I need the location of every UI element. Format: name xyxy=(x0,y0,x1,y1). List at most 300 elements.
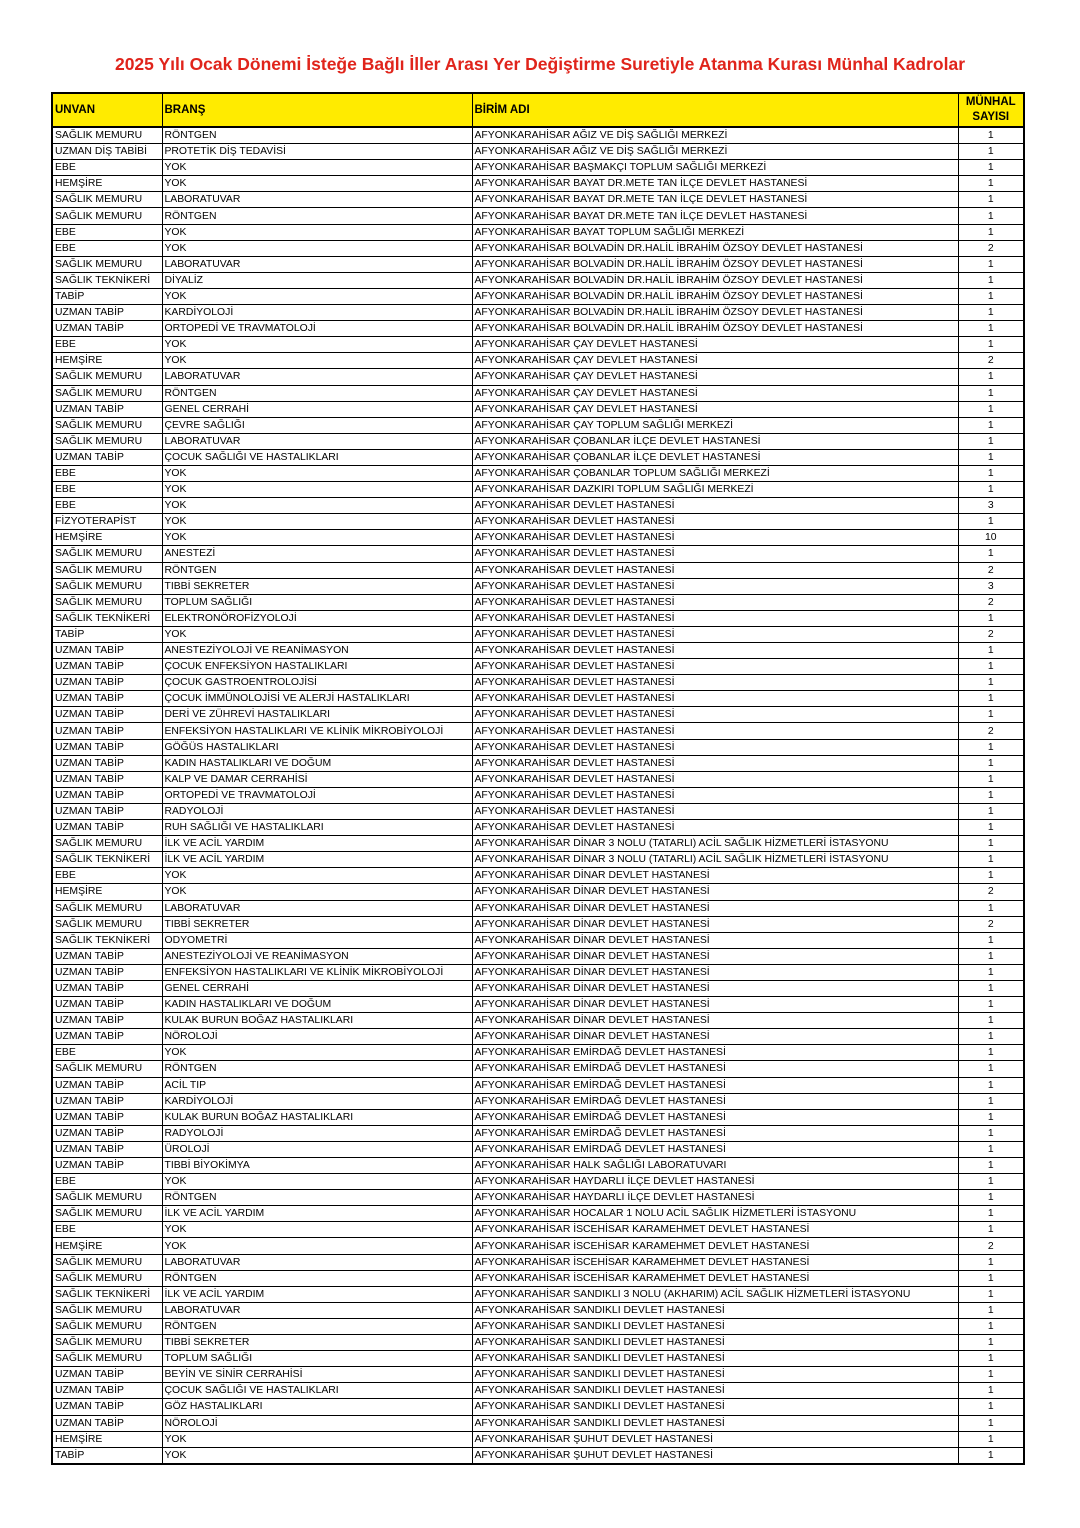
table-row xyxy=(52,1125,1024,1141)
cell-munhal: 1 xyxy=(958,1158,1024,1174)
table-row xyxy=(52,176,1024,192)
cell-brans: YOK xyxy=(162,1447,472,1464)
cell-brans: GÖĞÜS HASTALIKLARI xyxy=(162,739,472,755)
cell-birim: AFYONKARAHİSAR DEVLET HASTANESİ xyxy=(472,643,958,659)
cell-brans: İLK VE ACİL YARDIM xyxy=(162,1286,472,1302)
cell-brans: ORTOPEDİ VE TRAVMATOLOJİ xyxy=(162,787,472,803)
cell-brans: YOK xyxy=(162,482,472,498)
cell-munhal: 2 xyxy=(958,723,1024,739)
cell-brans: ODYOMETRİ xyxy=(162,932,472,948)
cell-birim: AFYONKARAHİSAR SANDIKLI DEVLET HASTANESİ xyxy=(472,1367,958,1383)
table-row xyxy=(52,884,1024,900)
cell-brans: KULAK BURUN BOĞAZ HASTALIKLARI xyxy=(162,1109,472,1125)
cell-brans: RÖNTGEN xyxy=(162,1270,472,1286)
cell-birim: AFYONKARAHİSAR BAYAT DR.METE TAN İLÇE DEVLET HASTANESİ xyxy=(472,208,958,224)
cell-birim: AFYONKARAHİSAR DİNAR DEVLET HASTANESİ xyxy=(472,900,958,916)
table-row xyxy=(52,1093,1024,1109)
cell-birim: AFYONKARAHİSAR ŞUHUT DEVLET HASTANESİ xyxy=(472,1447,958,1464)
cell-munhal: 1 xyxy=(958,1206,1024,1222)
cell-brans: KARDİYOLOJİ xyxy=(162,305,472,321)
cell-birim: AFYONKARAHİSAR BOLVADİN DR.HALİL İBRAHİM ÖZSOY DEVLET HASTANESİ xyxy=(472,321,958,337)
cell-unvan: UZMAN DİŞ TABİBİ xyxy=(52,144,162,160)
cell-unvan: SAĞLIK MEMURU xyxy=(52,433,162,449)
table-row xyxy=(52,997,1024,1013)
cell-unvan: UZMAN TABİP xyxy=(52,1013,162,1029)
cell-unvan: TABİP xyxy=(52,288,162,304)
cell-munhal: 1 xyxy=(958,643,1024,659)
cell-brans: YOK xyxy=(162,353,472,369)
cell-birim: AFYONKARAHİSAR DİNAR DEVLET HASTANESİ xyxy=(472,932,958,948)
cell-munhal: 1 xyxy=(958,337,1024,353)
table-row xyxy=(52,964,1024,980)
header-birim: BİRİM ADI xyxy=(472,93,958,127)
table-row xyxy=(52,1045,1024,1061)
cell-munhal: 1 xyxy=(958,610,1024,626)
cell-brans: TIBBİ SEKRETER xyxy=(162,578,472,594)
cell-birim: AFYONKARAHİSAR AĞIZ VE DİŞ SAĞLIĞI MERKEZİ xyxy=(472,127,958,144)
cell-birim: AFYONKARAHİSAR DİNAR DEVLET HASTANESİ xyxy=(472,964,958,980)
cell-brans: YOK xyxy=(162,1238,472,1254)
cell-unvan: SAĞLIK MEMURU xyxy=(52,594,162,610)
cell-brans: LABORATUVAR xyxy=(162,369,472,385)
cell-brans: LABORATUVAR xyxy=(162,1302,472,1318)
cell-munhal: 1 xyxy=(958,964,1024,980)
cell-unvan: UZMAN TABİP xyxy=(52,659,162,675)
cell-munhal: 1 xyxy=(958,1061,1024,1077)
cell-birim: AFYONKARAHİSAR BOLVADİN DR.HALİL İBRAHİM ÖZSOY DEVLET HASTANESİ xyxy=(472,272,958,288)
cell-unvan: UZMAN TABİP xyxy=(52,787,162,803)
cell-munhal: 1 xyxy=(958,1351,1024,1367)
cell-unvan: HEMŞİRE xyxy=(52,530,162,546)
cell-birim: AFYONKARAHİSAR DİNAR DEVLET HASTANESİ xyxy=(472,884,958,900)
cell-munhal: 1 xyxy=(958,1174,1024,1190)
cell-brans: ÇOCUK İMMÜNOLOJİSİ VE ALERJİ HASTALIKLARI xyxy=(162,691,472,707)
cell-munhal: 1 xyxy=(958,369,1024,385)
cell-birim: AFYONKARAHİSAR EMİRDAĞ DEVLET HASTANESİ xyxy=(472,1077,958,1093)
cell-munhal: 1 xyxy=(958,948,1024,964)
header-brans: BRANŞ xyxy=(162,93,472,127)
cell-unvan: UZMAN TABİP xyxy=(52,739,162,755)
cell-brans: RÖNTGEN xyxy=(162,127,472,144)
cell-munhal: 1 xyxy=(958,691,1024,707)
table-row xyxy=(52,1447,1024,1464)
cell-munhal: 1 xyxy=(958,417,1024,433)
cell-unvan: EBE xyxy=(52,498,162,514)
cell-brans: YOK xyxy=(162,176,472,192)
header-munhal xyxy=(958,93,1024,127)
cell-birim: AFYONKARAHİSAR ÇAY DEVLET HASTANESİ xyxy=(472,401,958,417)
cell-birim: AFYONKARAHİSAR HALK SAĞLIĞI LABORATUVARI xyxy=(472,1158,958,1174)
table-row xyxy=(52,401,1024,417)
table-row xyxy=(52,353,1024,369)
cell-munhal: 1 xyxy=(958,465,1024,481)
cell-munhal: 1 xyxy=(958,192,1024,208)
cell-birim: AFYONKARAHİSAR BOLVADİN DR.HALİL İBRAHİM ÖZSOY DEVLET HASTANESİ xyxy=(472,256,958,272)
cell-brans: RÖNTGEN xyxy=(162,1061,472,1077)
cell-brans: NÖROLOJİ xyxy=(162,1029,472,1045)
table-row xyxy=(52,916,1024,932)
cell-munhal: 1 xyxy=(958,1431,1024,1447)
cell-birim: AFYONKARAHİSAR İSCEHİSAR KARAMEHMET DEVLET HASTANESİ xyxy=(472,1222,958,1238)
cell-brans: YOK xyxy=(162,1174,472,1190)
cell-unvan: EBE xyxy=(52,224,162,240)
table-row xyxy=(52,1238,1024,1254)
cell-birim: AFYONKARAHİSAR BAYAT DR.METE TAN İLÇE DEVLET HASTANESİ xyxy=(472,192,958,208)
cell-birim: AFYONKARAHİSAR HAYDARLI İLÇE DEVLET HASTANESİ xyxy=(472,1174,958,1190)
table-row xyxy=(52,305,1024,321)
cell-unvan: SAĞLIK MEMURU xyxy=(52,1190,162,1206)
table-row xyxy=(52,1431,1024,1447)
cell-unvan: EBE xyxy=(52,337,162,353)
table-row xyxy=(52,417,1024,433)
header-munhal-line2: SAYISI xyxy=(972,111,1010,123)
cell-brans: ANESTEZİYOLOJİ VE REANİMASYON xyxy=(162,643,472,659)
cell-birim: AFYONKARAHİSAR ÇAY DEVLET HASTANESİ xyxy=(472,353,958,369)
table-row xyxy=(52,127,1024,144)
cell-unvan: UZMAN TABİP xyxy=(52,1077,162,1093)
cell-birim: AFYONKARAHİSAR DİNAR DEVLET HASTANESİ xyxy=(472,1029,958,1045)
cell-birim: AFYONKARAHİSAR ÇAY TOPLUM SAĞLIĞI MERKEZİ xyxy=(472,417,958,433)
cell-brans: YOK xyxy=(162,1045,472,1061)
cell-birim: AFYONKARAHİSAR SANDIKLI DEVLET HASTANESİ xyxy=(472,1383,958,1399)
cell-birim: AFYONKARAHİSAR HOCALAR 1 NOLU ACİL SAĞLIK HİZMETLERİ İSTASYONU xyxy=(472,1206,958,1222)
cell-birim: AFYONKARAHİSAR DEVLET HASTANESİ xyxy=(472,755,958,771)
cell-munhal: 10 xyxy=(958,530,1024,546)
cell-munhal: 1 xyxy=(958,1109,1024,1125)
cell-birim: AFYONKARAHİSAR EMİRDAĞ DEVLET HASTANESİ xyxy=(472,1061,958,1077)
table-row xyxy=(52,192,1024,208)
cell-birim: AFYONKARAHİSAR DEVLET HASTANESİ xyxy=(472,820,958,836)
cell-munhal: 2 xyxy=(958,240,1024,256)
cell-birim: AFYONKARAHİSAR BAYAT DR.METE TAN İLÇE DEVLET HASTANESİ xyxy=(472,176,958,192)
table-row xyxy=(52,1158,1024,1174)
cell-birim: AFYONKARAHİSAR ÇAY DEVLET HASTANESİ xyxy=(472,337,958,353)
cell-birim: AFYONKARAHİSAR SANDIKLI DEVLET HASTANESİ xyxy=(472,1335,958,1351)
cell-birim: AFYONKARAHİSAR EMİRDAĞ DEVLET HASTANESİ xyxy=(472,1109,958,1125)
cell-munhal: 2 xyxy=(958,594,1024,610)
table-row xyxy=(52,465,1024,481)
cell-birim: AFYONKARAHİSAR SANDIKLI DEVLET HASTANESİ xyxy=(472,1399,958,1415)
cell-unvan: TABİP xyxy=(52,1447,162,1464)
cell-brans: YOK xyxy=(162,465,472,481)
header-munhal-line1: MÜNHAL xyxy=(965,96,1016,108)
cell-unvan: SAĞLIK MEMURU xyxy=(52,192,162,208)
cell-birim: AFYONKARAHİSAR DİNAR DEVLET HASTANESİ xyxy=(472,980,958,996)
table-row xyxy=(52,1206,1024,1222)
cell-brans: TOPLUM SAĞLIĞI xyxy=(162,594,472,610)
cell-birim: AFYONKARAHİSAR İSCEHİSAR KARAMEHMET DEVLET HASTANESİ xyxy=(472,1270,958,1286)
cell-munhal: 1 xyxy=(958,321,1024,337)
cell-brans: BEYİN VE SİNİR CERRAHİSİ xyxy=(162,1367,472,1383)
cell-unvan: SAĞLIK MEMURU xyxy=(52,1335,162,1351)
cell-brans: YOK xyxy=(162,514,472,530)
table-row xyxy=(52,1270,1024,1286)
cell-birim: AFYONKARAHİSAR DEVLET HASTANESİ xyxy=(472,610,958,626)
table-row xyxy=(52,498,1024,514)
cell-unvan: SAĞLIK MEMURU xyxy=(52,900,162,916)
cell-unvan: UZMAN TABİP xyxy=(52,1125,162,1141)
cell-brans: TIBBİ SEKRETER xyxy=(162,916,472,932)
cell-brans: GÖZ HASTALIKLARI xyxy=(162,1399,472,1415)
cell-unvan: EBE xyxy=(52,1174,162,1190)
table-row xyxy=(52,948,1024,964)
cell-munhal: 3 xyxy=(958,498,1024,514)
cell-unvan: SAĞLIK MEMURU xyxy=(52,1061,162,1077)
cell-unvan: HEMŞİRE xyxy=(52,353,162,369)
cell-munhal: 1 xyxy=(958,1399,1024,1415)
cell-birim: AFYONKARAHİSAR DİNAR DEVLET HASTANESİ xyxy=(472,948,958,964)
cell-unvan: UZMAN TABİP xyxy=(52,820,162,836)
cell-birim: AFYONKARAHİSAR DEVLET HASTANESİ xyxy=(472,723,958,739)
cell-unvan: SAĞLIK MEMURU xyxy=(52,916,162,932)
cell-brans: LABORATUVAR xyxy=(162,433,472,449)
cell-birim: AFYONKARAHİSAR ŞUHUT DEVLET HASTANESİ xyxy=(472,1431,958,1447)
cell-munhal: 1 xyxy=(958,272,1024,288)
cell-brans: ÇEVRE SAĞLIĞI xyxy=(162,417,472,433)
cell-brans: RÖNTGEN xyxy=(162,208,472,224)
cell-munhal: 1 xyxy=(958,1222,1024,1238)
cell-birim: AFYONKARAHİSAR DEVLET HASTANESİ xyxy=(472,707,958,723)
cell-birim: AFYONKARAHİSAR DİNAR DEVLET HASTANESİ xyxy=(472,997,958,1013)
table-row xyxy=(52,787,1024,803)
cell-munhal: 1 xyxy=(958,385,1024,401)
cell-brans: RUH SAĞLIĞI VE HASTALIKLARI xyxy=(162,820,472,836)
cell-unvan: SAĞLIK MEMURU xyxy=(52,208,162,224)
cell-unvan: UZMAN TABİP xyxy=(52,1158,162,1174)
cell-birim: AFYONKARAHİSAR İSCEHİSAR KARAMEHMET DEVLET HASTANESİ xyxy=(472,1254,958,1270)
cell-unvan: SAĞLIK MEMURU xyxy=(52,1318,162,1334)
cell-unvan: HEMŞİRE xyxy=(52,1238,162,1254)
cell-unvan: SAĞLIK TEKNİKERİ xyxy=(52,272,162,288)
cell-unvan: UZMAN TABİP xyxy=(52,1399,162,1415)
cell-unvan: EBE xyxy=(52,1222,162,1238)
cell-unvan: UZMAN TABİP xyxy=(52,401,162,417)
cell-brans: ANESTEZİ xyxy=(162,546,472,562)
table-row xyxy=(52,369,1024,385)
cell-birim: AFYONKARAHİSAR BAŞMAKÇI TOPLUM SAĞLIĞI MERKEZİ xyxy=(472,160,958,176)
cell-unvan: SAĞLIK MEMURU xyxy=(52,836,162,852)
cell-munhal: 1 xyxy=(958,707,1024,723)
table-row xyxy=(52,836,1024,852)
cell-birim: AFYONKARAHİSAR EMİRDAĞ DEVLET HASTANESİ xyxy=(472,1141,958,1157)
cell-munhal: 1 xyxy=(958,224,1024,240)
cell-unvan: UZMAN TABİP xyxy=(52,1141,162,1157)
cell-unvan: SAĞLIK MEMURU xyxy=(52,1270,162,1286)
cell-birim: AFYONKARAHİSAR DEVLET HASTANESİ xyxy=(472,578,958,594)
cell-unvan: HEMŞİRE xyxy=(52,1431,162,1447)
cell-brans: ENFEKSİYON HASTALIKLARI VE KLİNİK MİKROBİYOLOJİ xyxy=(162,964,472,980)
cell-munhal: 1 xyxy=(958,997,1024,1013)
cell-munhal: 1 xyxy=(958,160,1024,176)
cell-munhal: 1 xyxy=(958,288,1024,304)
cell-munhal: 2 xyxy=(958,626,1024,642)
cell-munhal: 1 xyxy=(958,1013,1024,1029)
cell-brans: YOK xyxy=(162,626,472,642)
cell-birim: AFYONKARAHİSAR DİNAR DEVLET HASTANESİ xyxy=(472,868,958,884)
cell-unvan: HEMŞİRE xyxy=(52,884,162,900)
cell-birim: AFYONKARAHİSAR DİNAR DEVLET HASTANESİ xyxy=(472,1013,958,1029)
cell-munhal: 1 xyxy=(958,1318,1024,1334)
cell-unvan: SAĞLIK MEMURU xyxy=(52,1206,162,1222)
cell-unvan: UZMAN TABİP xyxy=(52,1093,162,1109)
cell-brans: YOK xyxy=(162,1222,472,1238)
cell-munhal: 1 xyxy=(958,868,1024,884)
cell-munhal: 1 xyxy=(958,127,1024,144)
cell-birim: AFYONKARAHİSAR DEVLET HASTANESİ xyxy=(472,803,958,819)
cell-brans: YOK xyxy=(162,1431,472,1447)
cell-birim: AFYONKARAHİSAR ÇAY DEVLET HASTANESİ xyxy=(472,369,958,385)
cell-birim: AFYONKARAHİSAR DEVLET HASTANESİ xyxy=(472,787,958,803)
table-row xyxy=(52,1109,1024,1125)
cell-munhal: 1 xyxy=(958,755,1024,771)
cell-munhal: 1 xyxy=(958,546,1024,562)
table-row xyxy=(52,852,1024,868)
cell-munhal: 1 xyxy=(958,1383,1024,1399)
table-row xyxy=(52,707,1024,723)
table-row xyxy=(52,208,1024,224)
cell-brans: İLK VE ACİL YARDIM xyxy=(162,836,472,852)
table-row xyxy=(52,900,1024,916)
table-row xyxy=(52,1415,1024,1431)
table-row xyxy=(52,610,1024,626)
cell-unvan: SAĞLIK MEMURU xyxy=(52,369,162,385)
cell-brans: ÇOCUK ENFEKSİYON HASTALIKLARI xyxy=(162,659,472,675)
cell-birim: AFYONKARAHİSAR EMİRDAĞ DEVLET HASTANESİ xyxy=(472,1125,958,1141)
cell-brans: ÇOCUK SAĞLIĞI VE HASTALIKLARI xyxy=(162,1383,472,1399)
cell-brans: KADIN HASTALIKLARI VE DOĞUM xyxy=(162,755,472,771)
cell-unvan: SAĞLIK TEKNİKERİ xyxy=(52,610,162,626)
cell-brans: LABORATUVAR xyxy=(162,1254,472,1270)
cell-birim: AFYONKARAHİSAR DEVLET HASTANESİ xyxy=(472,514,958,530)
cell-birim: AFYONKARAHİSAR SANDIKLI DEVLET HASTANESİ xyxy=(472,1351,958,1367)
cell-birim: AFYONKARAHİSAR DEVLET HASTANESİ xyxy=(472,530,958,546)
cell-birim: AFYONKARAHİSAR DEVLET HASTANESİ xyxy=(472,771,958,787)
cell-unvan: SAĞLIK MEMURU xyxy=(52,1302,162,1318)
cell-brans: GENEL CERRAHİ xyxy=(162,980,472,996)
cell-unvan: UZMAN TABİP xyxy=(52,964,162,980)
cell-munhal: 1 xyxy=(958,305,1024,321)
cell-birim: AFYONKARAHİSAR BAYAT TOPLUM SAĞLIĞI MERKEZİ xyxy=(472,224,958,240)
cell-brans: LABORATUVAR xyxy=(162,900,472,916)
cell-munhal: 1 xyxy=(958,836,1024,852)
table-row xyxy=(52,256,1024,272)
cell-unvan: SAĞLIK TEKNİKERİ xyxy=(52,852,162,868)
table-row xyxy=(52,739,1024,755)
table-row xyxy=(52,1367,1024,1383)
cell-munhal: 1 xyxy=(958,787,1024,803)
table-body xyxy=(52,127,1024,1464)
cell-brans: ELEKTRONÖROFİZYOLOJİ xyxy=(162,610,472,626)
cell-birim: AFYONKARAHİSAR DEVLET HASTANESİ xyxy=(472,562,958,578)
cell-brans: KARDİYOLOJİ xyxy=(162,1093,472,1109)
cell-brans: RADYOLOJİ xyxy=(162,803,472,819)
cell-brans: ÇOCUK GASTROENTROLOJİSİ xyxy=(162,675,472,691)
table-row xyxy=(52,626,1024,642)
cell-brans: ACİL TIP xyxy=(162,1077,472,1093)
cell-munhal: 1 xyxy=(958,659,1024,675)
cell-unvan: UZMAN TABİP xyxy=(52,1367,162,1383)
cell-unvan: EBE xyxy=(52,868,162,884)
table-row xyxy=(52,321,1024,337)
cell-unvan: SAĞLIK TEKNİKERİ xyxy=(52,1286,162,1302)
cell-munhal: 2 xyxy=(958,1238,1024,1254)
cell-munhal: 1 xyxy=(958,514,1024,530)
cell-unvan: HEMŞİRE xyxy=(52,176,162,192)
cell-munhal: 1 xyxy=(958,1190,1024,1206)
cell-unvan: EBE xyxy=(52,1045,162,1061)
table-row xyxy=(52,868,1024,884)
cell-brans: LABORATUVAR xyxy=(162,192,472,208)
table-row xyxy=(52,578,1024,594)
cell-munhal: 1 xyxy=(958,208,1024,224)
cell-unvan: UZMAN TABİP xyxy=(52,997,162,1013)
cell-brans: YOK xyxy=(162,240,472,256)
cell-unvan: UZMAN TABİP xyxy=(52,707,162,723)
cell-munhal: 1 xyxy=(958,900,1024,916)
cell-munhal: 1 xyxy=(958,1302,1024,1318)
cell-munhal: 1 xyxy=(958,1093,1024,1109)
cell-munhal: 1 xyxy=(958,1335,1024,1351)
table-header-row xyxy=(52,93,1024,127)
cell-birim: AFYONKARAHİSAR EMİRDAĞ DEVLET HASTANESİ xyxy=(472,1093,958,1109)
cell-munhal: 1 xyxy=(958,980,1024,996)
table-row xyxy=(52,1222,1024,1238)
cell-unvan: UZMAN TABİP xyxy=(52,1109,162,1125)
cell-munhal: 1 xyxy=(958,1367,1024,1383)
cell-birim: AFYONKARAHİSAR SANDIKLI DEVLET HASTANESİ xyxy=(472,1415,958,1431)
cell-brans: YOK xyxy=(162,337,472,353)
cell-unvan: FİZYOTERAPİST xyxy=(52,514,162,530)
table-row xyxy=(52,562,1024,578)
cell-unvan: UZMAN TABİP xyxy=(52,321,162,337)
cell-unvan: SAĞLIK MEMURU xyxy=(52,417,162,433)
table-row xyxy=(52,643,1024,659)
cell-munhal: 1 xyxy=(958,803,1024,819)
table-row xyxy=(52,1029,1024,1045)
cell-unvan: SAĞLIK MEMURU xyxy=(52,1351,162,1367)
table-row xyxy=(52,675,1024,691)
cell-munhal: 1 xyxy=(958,1415,1024,1431)
cell-unvan: UZMAN TABİP xyxy=(52,1415,162,1431)
table-row xyxy=(52,1335,1024,1351)
table-row xyxy=(52,803,1024,819)
cell-brans: ENFEKSİYON HASTALIKLARI VE KLİNİK MİKROBİYOLOJİ xyxy=(162,723,472,739)
cell-munhal: 1 xyxy=(958,1254,1024,1270)
cell-birim: AFYONKARAHİSAR DEVLET HASTANESİ xyxy=(472,594,958,610)
cell-munhal: 1 xyxy=(958,932,1024,948)
cell-munhal: 2 xyxy=(958,562,1024,578)
cell-unvan: UZMAN TABİP xyxy=(52,755,162,771)
cell-unvan: UZMAN TABİP xyxy=(52,305,162,321)
cell-birim: AFYONKARAHİSAR DAZKIRI TOPLUM SAĞLIĞI MERKEZİ xyxy=(472,482,958,498)
cell-munhal: 1 xyxy=(958,739,1024,755)
table-row xyxy=(52,1399,1024,1415)
cell-unvan: SAĞLIK MEMURU xyxy=(52,256,162,272)
cell-unvan: SAĞLIK MEMURU xyxy=(52,546,162,562)
cell-birim: AFYONKARAHİSAR EMİRDAĞ DEVLET HASTANESİ xyxy=(472,1045,958,1061)
cell-unvan: SAĞLIK TEKNİKERİ xyxy=(52,932,162,948)
table-row xyxy=(52,272,1024,288)
cell-munhal: 1 xyxy=(958,1286,1024,1302)
cell-brans: TIBBİ BİYOKİMYA xyxy=(162,1158,472,1174)
table-row xyxy=(52,546,1024,562)
cell-brans: DİYALİZ xyxy=(162,272,472,288)
table-row xyxy=(52,1190,1024,1206)
table-row xyxy=(52,1351,1024,1367)
table-row xyxy=(52,1141,1024,1157)
cell-unvan: UZMAN TABİP xyxy=(52,691,162,707)
cell-birim: AFYONKARAHİSAR DEVLET HASTANESİ xyxy=(472,626,958,642)
